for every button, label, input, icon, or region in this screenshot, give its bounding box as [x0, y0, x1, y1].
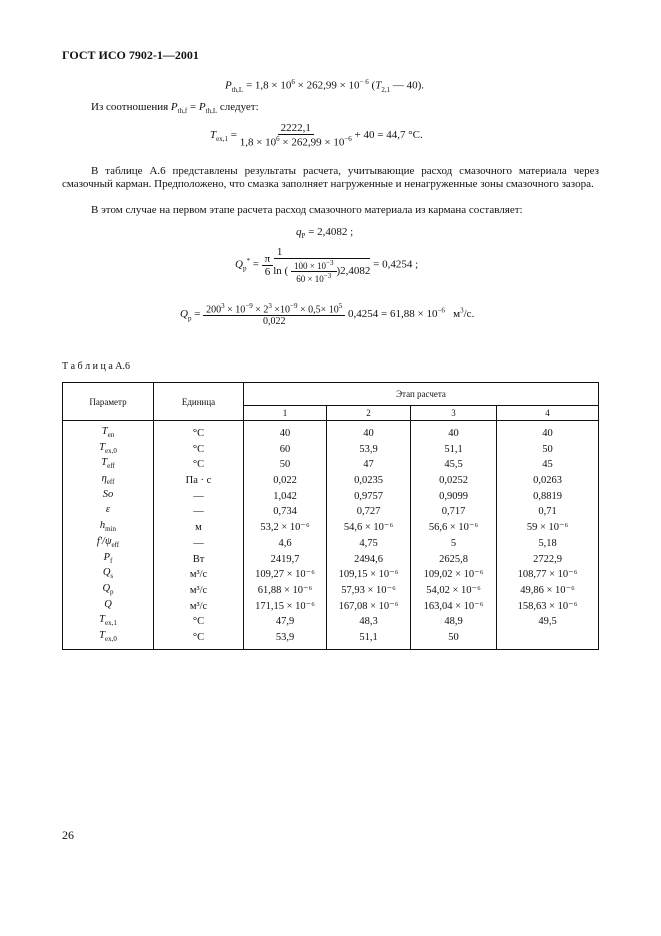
table-row [63, 567, 599, 583]
value-cell: 40 [327, 421, 411, 442]
document-header: ГОСТ ИСО 7902-1—2001 [62, 48, 199, 62]
value-cell: 2625,8 [411, 552, 497, 568]
table-row [63, 520, 599, 536]
table-row [63, 614, 599, 630]
value-cell: 158,63 × 10⁻⁶ [497, 599, 599, 615]
param-cell: $T_{ex,0}$ [63, 442, 154, 458]
value-cell: 5,18 [497, 536, 599, 552]
table-row [63, 599, 599, 615]
param-cell: $Q_p$ [63, 583, 154, 599]
value-cell: 53,2 × 10⁻⁶ [244, 520, 327, 536]
value-cell: 0,9099 [411, 489, 497, 505]
value-cell: 50 [411, 630, 497, 649]
value-cell: 45 [497, 457, 599, 473]
unit-cell: м³/с [154, 599, 244, 615]
param-cell: So [63, 489, 154, 505]
value-cell: 50 [244, 457, 327, 473]
paragraph-relation: Из соотношения $P_{th,f} = P_{th,L}$ следует: [91, 101, 259, 116]
value-cell: 0,0252 [411, 473, 497, 489]
value-cell: 0,727 [327, 504, 411, 520]
header-parameter: Параметр [63, 383, 154, 421]
unit-cell: °C [154, 442, 244, 458]
value-cell: 51,1 [411, 442, 497, 458]
value-cell: 1,042 [244, 489, 327, 505]
unit-cell: м³/с [154, 567, 244, 583]
equation-qp: $q_P = 2,4082$ ; [296, 226, 354, 241]
unit-cell: °C [154, 630, 244, 649]
value-cell: 48,9 [411, 614, 497, 630]
value-cell: 171,15 × 10⁻⁶ [244, 599, 327, 615]
table-row [63, 421, 599, 442]
unit-cell: °C [154, 614, 244, 630]
param-cell: $T_{ex,1}$ [63, 614, 154, 630]
value-cell: 0,8819 [497, 489, 599, 505]
table-row [63, 442, 599, 458]
value-cell: 0,0235 [327, 473, 411, 489]
value-cell: 0,022 [244, 473, 327, 489]
table-row [63, 473, 599, 489]
param-cell: $\eta_{eff}$ [63, 473, 154, 489]
value-cell: 48,3 [327, 614, 411, 630]
value-cell: 61,88 × 10⁻⁶ [244, 583, 327, 599]
value-cell: 60 [244, 442, 327, 458]
table-row [63, 583, 599, 599]
value-cell: 109,15 × 10⁻⁶ [327, 567, 411, 583]
equation-pth-l: $P_{th,L} = 1,8 \times 10^6 \times 262,99 \times 10^{- 6}$ ($T_{2,1}$ — 40). [225, 78, 424, 94]
table-row [63, 457, 599, 473]
value-cell: 5 [411, 536, 497, 552]
value-cell: 50 [497, 442, 599, 458]
param-cell: $T_{eff}$ [63, 457, 154, 473]
unit-cell: м³/с [154, 583, 244, 599]
value-cell: 47,9 [244, 614, 327, 630]
value-cell: 2419,7 [244, 552, 327, 568]
value-cell: 0,0263 [497, 473, 599, 489]
paragraph-table-intro: В таблице А.6 представлены результаты расчета, учитывающие расход смазочного материала через смазочный карман. Предположено, что смазка заполняет нагруженные и ненагруженные зоны смазочного зазора. [62, 165, 599, 190]
equation-qp-star: $Q_p^*$ = $\frac{\pi}{6}$ 1 ln ( $\frac{100 \times 10^{-3}}{60 \times 10^{-3}}$ )2,4082 = 0,4254 ; [235, 246, 419, 284]
param-cell: $T_{ex,0}$ [63, 630, 154, 649]
value-cell: 49,86 × 10⁻⁶ [497, 583, 599, 599]
value-cell: 40 [497, 421, 599, 442]
header-stage-number: 1 [244, 406, 327, 421]
value-cell: 53,9 [327, 442, 411, 458]
unit-cell: °C [154, 421, 244, 442]
value-cell: 0,717 [411, 504, 497, 520]
value-cell: 108,77 × 10⁻⁶ [497, 567, 599, 583]
results-table [62, 382, 599, 650]
value-cell: 40 [411, 421, 497, 442]
unit-cell: °C [154, 457, 244, 473]
param-cell: $f'/\psi_{eff}$ [63, 536, 154, 552]
param-cell: Q [63, 599, 154, 615]
value-cell: 40 [244, 421, 327, 442]
value-cell: 4,75 [327, 536, 411, 552]
unit-cell: — [154, 489, 244, 505]
value-cell: 163,04 × 10⁻⁶ [411, 599, 497, 615]
param-cell: ε [63, 504, 154, 520]
value-cell: 59 × 10⁻⁶ [497, 520, 599, 536]
paragraph-first-stage: В этом случае на первом этапе расчета расход смазочного материала из кармана составляет: [91, 204, 523, 216]
value-cell: 2494,6 [327, 552, 411, 568]
unit-cell: — [154, 536, 244, 552]
unit-cell: — [154, 504, 244, 520]
header-stage-number: 3 [411, 406, 497, 421]
table-row [63, 536, 599, 552]
header-stage-number: 2 [327, 406, 411, 421]
param-cell: $h_{min}$ [63, 520, 154, 536]
value-cell: 54,6 × 10⁻⁶ [327, 520, 411, 536]
param-cell: $T_{en}$ [63, 421, 154, 442]
value-cell [497, 630, 599, 649]
value-cell: 53,9 [244, 630, 327, 649]
value-cell: 0,734 [244, 504, 327, 520]
value-cell: 0,71 [497, 504, 599, 520]
table-row [63, 504, 599, 520]
value-cell: 54,02 × 10⁻⁶ [411, 583, 497, 599]
header-stage: Этап расчета [244, 383, 599, 406]
value-cell: 45,5 [411, 457, 497, 473]
page-number: 26 [62, 828, 74, 842]
equation-qp-value: $Q_p$ = $\frac{200^3 \times 10^{-9} \times 2^3 \times 10^{-9} \times 0,5\times 10^5}{0,022}$ $0,4254 = 61,88 \times 10^{-6}$ $м^3/с$. [180, 302, 475, 328]
table-row [63, 630, 599, 649]
value-cell: 49,5 [497, 614, 599, 630]
equation-tex1: $T_{ex,1}$ = $\frac{2222,1}{1,8 \times 10^6 \times 262,99 \times 10^{-6}}$ + 40 = 44,7 °C. [210, 122, 423, 149]
value-cell: 4,6 [244, 536, 327, 552]
table-row [63, 489, 599, 505]
unit-cell: Па · с [154, 473, 244, 489]
value-cell: 47 [327, 457, 411, 473]
value-cell: 2722,9 [497, 552, 599, 568]
value-cell: 167,08 × 10⁻⁶ [327, 599, 411, 615]
header-stage-number: 4 [497, 406, 599, 421]
header-unit: Единица [154, 383, 244, 421]
value-cell: 51,1 [327, 630, 411, 649]
value-cell: 109,02 × 10⁻⁶ [411, 567, 497, 583]
param-cell: $P_f$ [63, 552, 154, 568]
value-cell: 57,93 × 10⁻⁶ [327, 583, 411, 599]
table-title: Т а б л и ц а А.6 [62, 361, 130, 372]
value-cell: 0,9757 [327, 489, 411, 505]
table-row [63, 552, 599, 568]
value-cell: 109,27 × 10⁻⁶ [244, 567, 327, 583]
param-cell: $Q_s$ [63, 567, 154, 583]
value-cell: 56,6 × 10⁻⁶ [411, 520, 497, 536]
unit-cell: м [154, 520, 244, 536]
unit-cell: Вт [154, 552, 244, 568]
